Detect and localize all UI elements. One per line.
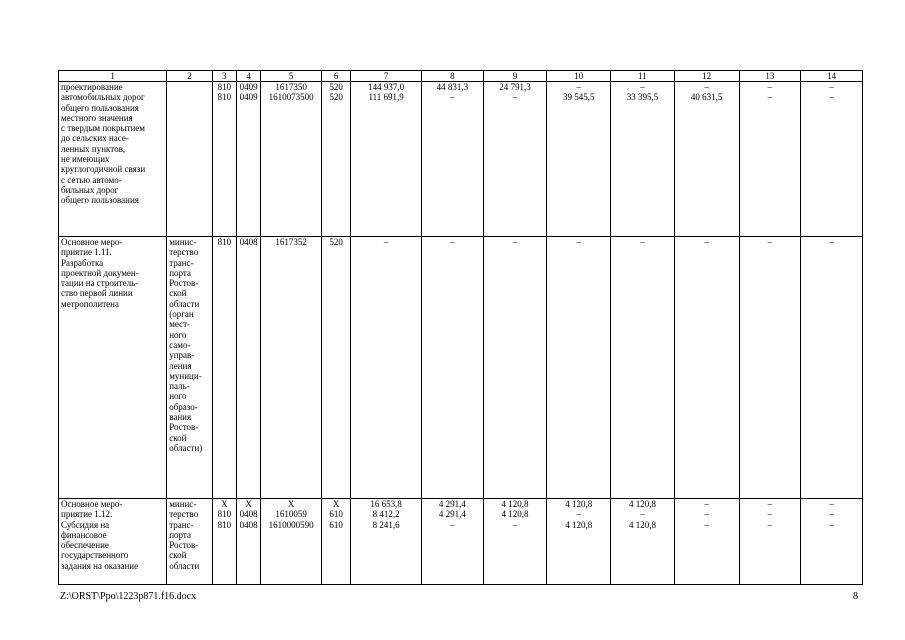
cell-value: 810 <box>217 82 232 92</box>
column-header: 7 <box>351 71 422 82</box>
executor-cell <box>167 499 213 585</box>
cell-line: ской <box>169 288 187 299</box>
value-cell <box>212 82 236 237</box>
cell-line: общего пользования <box>61 102 139 113</box>
cell-value: – <box>767 82 773 92</box>
cell-line: финансовое <box>61 529 107 540</box>
column-header: 14 <box>801 71 863 82</box>
budget-table <box>58 70 863 585</box>
value-cell <box>212 499 236 585</box>
cell-value: – <box>512 237 518 247</box>
cell-value: – <box>704 237 709 247</box>
value-cell <box>611 82 675 237</box>
cell-value: – <box>767 237 773 247</box>
value-cell <box>422 499 484 585</box>
value-cell <box>739 499 801 585</box>
value-cell <box>321 237 350 499</box>
column-header: 6 <box>321 71 350 82</box>
cell-line: области <box>169 560 200 571</box>
cell-value: 8 412,2 <box>372 509 400 520</box>
value-cell <box>212 237 236 499</box>
cell-value: 520 <box>329 92 343 103</box>
value-cell <box>422 82 484 237</box>
cell-line: транс- <box>169 519 194 530</box>
activity-name-cell <box>59 499 167 585</box>
cell-value: X <box>287 499 295 509</box>
cell-value: – <box>829 509 834 520</box>
cell-value: 610 <box>329 519 343 530</box>
cell-line: обеспечение <box>61 540 109 551</box>
cell-value: – <box>512 519 518 530</box>
cell-line: ленных пунктов, <box>61 143 126 154</box>
cell-value: – <box>576 509 581 520</box>
executor-cell <box>167 237 213 499</box>
cell-value: 33 395,5 <box>626 92 659 103</box>
cell-value: – <box>704 519 709 530</box>
cell-line: терство <box>169 509 199 520</box>
cell-value: 0408 <box>239 509 258 520</box>
cell-line: минис- <box>169 499 197 509</box>
cell-line: до сельских насе- <box>61 133 129 144</box>
value-cell <box>674 82 739 237</box>
cell-value: X <box>245 499 252 509</box>
cell-line: Ростов- <box>169 278 199 289</box>
cell-line: образо- <box>169 401 198 412</box>
cell-value: – <box>767 509 773 520</box>
cell-line: не имеющих <box>61 154 110 165</box>
cell-value: 44 831,3 <box>436 82 469 92</box>
cell-value: – <box>640 82 645 92</box>
cell-value: 4 291,4 <box>438 509 466 520</box>
value-cell <box>236 237 260 499</box>
column-header: 3 <box>212 71 236 82</box>
cell-value: – <box>829 92 834 103</box>
cell-line: (орган <box>169 309 194 320</box>
cell-value: X <box>221 499 228 509</box>
value-cell <box>483 237 547 499</box>
column-header: 2 <box>167 71 213 82</box>
column-header: 12 <box>674 71 739 82</box>
cell-value: 810 <box>217 509 232 520</box>
activity-name-cell <box>59 237 167 499</box>
cell-value: 16 653,8 <box>370 499 402 509</box>
cell-line: транс- <box>169 257 194 268</box>
value-cell <box>351 499 422 585</box>
cell-value: – <box>383 237 389 247</box>
cell-line: области <box>169 298 200 309</box>
column-header: 11 <box>611 71 675 82</box>
cell-line: приятие 1.11. <box>61 247 112 258</box>
value-cell <box>801 82 863 237</box>
cell-line: порта <box>169 529 191 540</box>
cell-line: области) <box>169 442 203 453</box>
cell-value: – <box>829 237 834 247</box>
column-header: 4 <box>236 71 260 82</box>
table-header-row <box>59 71 863 82</box>
value-cell <box>321 499 350 585</box>
cell-value: 810 <box>217 92 232 103</box>
cell-line: Разработка <box>61 257 104 268</box>
cell-line: ской <box>169 550 187 561</box>
cell-value: – <box>829 519 834 530</box>
cell-value: – <box>767 519 773 530</box>
table-row <box>59 237 863 499</box>
executor-cell <box>167 82 213 237</box>
cell-value: – <box>450 237 455 247</box>
cell-line: управ- <box>169 350 195 361</box>
cell-line: Основное меро- <box>61 237 123 247</box>
cell-value: 4 120,8 <box>501 509 529 520</box>
cell-value: – <box>450 92 455 103</box>
table-row <box>59 499 863 585</box>
value-cell <box>739 82 801 237</box>
cell-value: – <box>704 82 709 92</box>
cell-line: ления <box>169 360 192 371</box>
cell-value: 144 937,0 <box>368 82 405 92</box>
value-cell <box>611 237 675 499</box>
cell-line: муници- <box>169 370 202 381</box>
cell-line: тации на строитель- <box>61 278 139 289</box>
cell-line: Основное меро- <box>61 499 123 509</box>
cell-line: ской <box>169 432 187 443</box>
cell-value: 0409 <box>239 82 258 92</box>
column-header: 9 <box>483 71 547 82</box>
cell-value: 810 <box>217 519 232 530</box>
value-cell <box>236 82 260 237</box>
cell-value: 610 <box>329 509 343 520</box>
column-header: 10 <box>547 71 611 82</box>
value-cell <box>321 82 350 237</box>
cell-value: 4 120,8 <box>565 519 593 530</box>
cell-line: ного <box>169 329 187 340</box>
cell-value: 1617350 <box>275 82 307 92</box>
cell-line: мест- <box>169 319 191 330</box>
cell-value: 1610000590 <box>268 519 314 530</box>
value-cell <box>674 237 739 499</box>
cell-line: Ростов- <box>169 422 199 433</box>
cell-line: вания <box>169 412 192 423</box>
column-header: 13 <box>739 71 801 82</box>
value-cell <box>351 82 422 237</box>
column-header: 1 <box>59 71 167 82</box>
cell-value: 0408 <box>239 519 258 530</box>
cell-value: 39 545,5 <box>563 92 595 103</box>
cell-line: приятие 1.12. <box>61 509 113 520</box>
cell-line: круглогодичной связи <box>61 164 146 175</box>
value-cell <box>547 237 611 499</box>
cell-value: 1617352 <box>275 237 307 247</box>
cell-line: паль- <box>169 381 190 392</box>
cell-line: проектной докумен- <box>61 267 139 278</box>
cell-line: порта <box>169 267 191 278</box>
cell-value: – <box>704 499 709 509</box>
cell-value: – <box>767 92 773 103</box>
cell-line: метрополитена <box>61 298 119 309</box>
cell-value: – <box>829 499 834 509</box>
value-cell <box>674 499 739 585</box>
value-cell <box>483 82 547 237</box>
value-cell <box>611 499 675 585</box>
cell-value: 4 120,8 <box>565 499 593 509</box>
cell-value: 520 <box>329 237 343 247</box>
file-path-footer: Z:\ORST\Ppo\1223p871.f16.docx <box>60 591 197 602</box>
cell-value: 111 691,9 <box>368 92 404 103</box>
cell-value: – <box>640 237 645 247</box>
value-cell <box>261 82 322 237</box>
cell-line: ство первой линии <box>61 288 133 299</box>
value-cell <box>236 499 260 585</box>
cell-value: 40 631,5 <box>690 92 723 103</box>
value-cell <box>547 499 611 585</box>
cell-value: X <box>332 499 340 509</box>
cell-value: – <box>704 509 709 520</box>
cell-value: 4 120,8 <box>628 499 656 509</box>
column-header: 5 <box>261 71 322 82</box>
cell-value: – <box>576 82 581 92</box>
cell-value: 810 <box>217 237 232 247</box>
cell-line: автомобильных дорог <box>61 92 145 103</box>
cell-line: местного значения <box>61 112 133 123</box>
cell-value: 1610073500 <box>268 92 314 103</box>
activity-name-cell <box>59 82 167 237</box>
cell-line: само- <box>169 339 191 350</box>
cell-value: 4 291,4 <box>438 499 466 509</box>
cell-line: Ростов- <box>169 540 199 551</box>
value-cell <box>801 237 863 499</box>
value-cell <box>422 237 484 499</box>
cell-value: 0408 <box>239 237 258 247</box>
cell-value: – <box>829 82 834 92</box>
value-cell <box>801 499 863 585</box>
cell-value: – <box>767 499 773 509</box>
value-cell <box>351 237 422 499</box>
cell-line: ного <box>169 391 187 402</box>
value-cell <box>261 499 322 585</box>
value-cell <box>261 237 322 499</box>
page-number: 8 <box>853 591 858 602</box>
cell-line: терство <box>169 247 199 258</box>
cell-value: 4 120,8 <box>628 519 656 530</box>
cell-line: задания на оказание <box>61 560 139 571</box>
cell-line: государственного <box>61 550 129 561</box>
cell-value: 8 241,6 <box>372 519 400 530</box>
cell-line: проектирование <box>61 82 123 92</box>
cell-value: – <box>450 519 455 530</box>
value-cell <box>739 237 801 499</box>
cell-line: с сетью автомо- <box>61 174 122 185</box>
column-header: 8 <box>422 71 484 82</box>
cell-line: бильных дорог <box>61 184 119 195</box>
cell-line: общего пользования <box>61 195 139 206</box>
cell-value: 1610059 <box>275 509 307 520</box>
table-row <box>59 82 863 237</box>
cell-value: – <box>576 237 581 247</box>
cell-line: Субсидия на <box>61 519 110 530</box>
value-cell <box>547 82 611 237</box>
cell-value: – <box>640 509 645 520</box>
cell-value: 0409 <box>239 92 258 103</box>
cell-line: с твердым покрытием <box>61 123 145 134</box>
value-cell <box>483 499 547 585</box>
cell-value: – <box>512 92 518 103</box>
cell-value: 4 120,8 <box>501 499 529 509</box>
cell-value: 24 791,3 <box>499 82 531 92</box>
cell-line: минис- <box>169 237 197 247</box>
cell-value: 520 <box>329 82 343 92</box>
